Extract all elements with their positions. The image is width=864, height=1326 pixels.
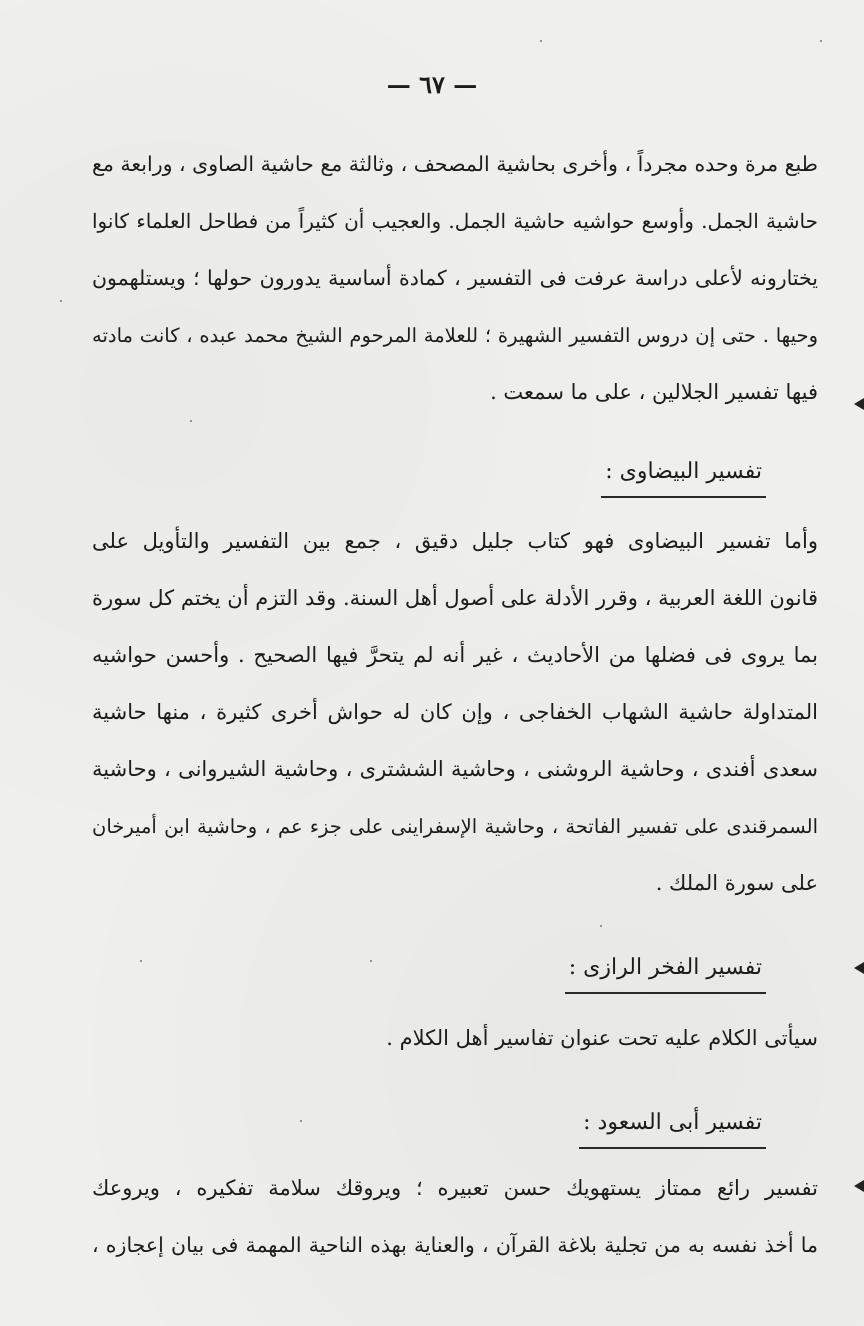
text-line: وأما تفسير البيضاوى فهو كتاب جليل دقيق ، جمع بين التفسير والتأويل على [92,529,818,553]
text-line: المتداولة حاشية الشهاب الخفاجى ، وإن كان له حواش أخرى كثيرة ، منها حاشية [92,700,818,724]
text-line: تفسير رائع ممتاز يستهويك حسن تعبيره ؛ ويروقك سلامة تفكيره ، ويروعك [92,1176,818,1200]
paragraph-jalalayn [92,136,818,421]
text-line: سيأتى الكلام عليه تحت عنوان تفاسير أهل الكلام . [386,1026,818,1050]
paragraph-baydawi [92,513,818,912]
text-line: ما أخذ نفسه به من تجلية بلاغة القرآن ، والعناية بهذه الناحية المهمة فى بيان إعجازه ، [92,1233,818,1257]
paragraph-abu-saud [92,1160,818,1274]
paper-speck [60,300,62,302]
section-heading-abu-saud: تفسير أبى السعود : [579,1103,766,1149]
text-line: طبع مرة وحده مجرداً ، وأخرى بحاشية المصحف ، وثالثة مع حاشية الصاوى ، ورابعة مع [92,152,818,176]
paper-speck [600,925,602,927]
text-line: قانون اللغة العربية ، وقرر الأدلة على أصول أهل السنة. وقد التزم أن يختم كل سورة [92,586,818,610]
text-line: وحيها . حتى إن دروس التفسير الشهيرة ؛ للعلامة المرحوم الشيخ محمد عبده ، كانت مادته [92,324,818,347]
paragraph-razi [92,1010,818,1067]
text-line: سعدى أفندى ، وحاشية الروشنى ، وحاشية الششترى ، وحاشية الشيروانى ، وحاشية [92,757,818,781]
margin-mark [854,1180,864,1192]
section-heading-baydawi: تفسير البيضاوى : [601,452,766,498]
margin-mark [854,962,864,974]
text-line: يختارونه لأعلى دراسة عرفت فى التفسير ، كمادة أساسية يدورون حولها ؛ ويستلهمون [92,266,818,290]
margin-mark [854,398,864,410]
section-heading-razi: تفسير الفخر الرازى : [565,948,766,994]
paper-speck [140,960,142,962]
text-line: فيها تفسير الجلالين ، على ما سمعت . [490,380,818,404]
paper-speck [300,1120,302,1122]
text-line: السمرقندى على تفسير الفاتحة ، وحاشية الإسفراينى على جزء عم ، وحاشية ابن أميرخان [92,815,818,838]
page-number: — ٦٧ — [386,70,478,99]
text-line: بما يروى فى فضلها من الأحاديث ، غير أنه لم يتحرَّ فيها الصحيح . وأحسن حواشيه [92,643,818,667]
text-line: على سورة الملك . [655,871,818,895]
text-line: حاشية الجمل. وأوسع حواشيه حاشية الجمل. والعجيب أن كثيراً من فطاحل العلماء كانوا [92,209,818,233]
paper-speck [820,40,822,42]
paper-speck [190,420,192,422]
paper-speck [540,40,542,42]
paper-speck [370,960,372,962]
